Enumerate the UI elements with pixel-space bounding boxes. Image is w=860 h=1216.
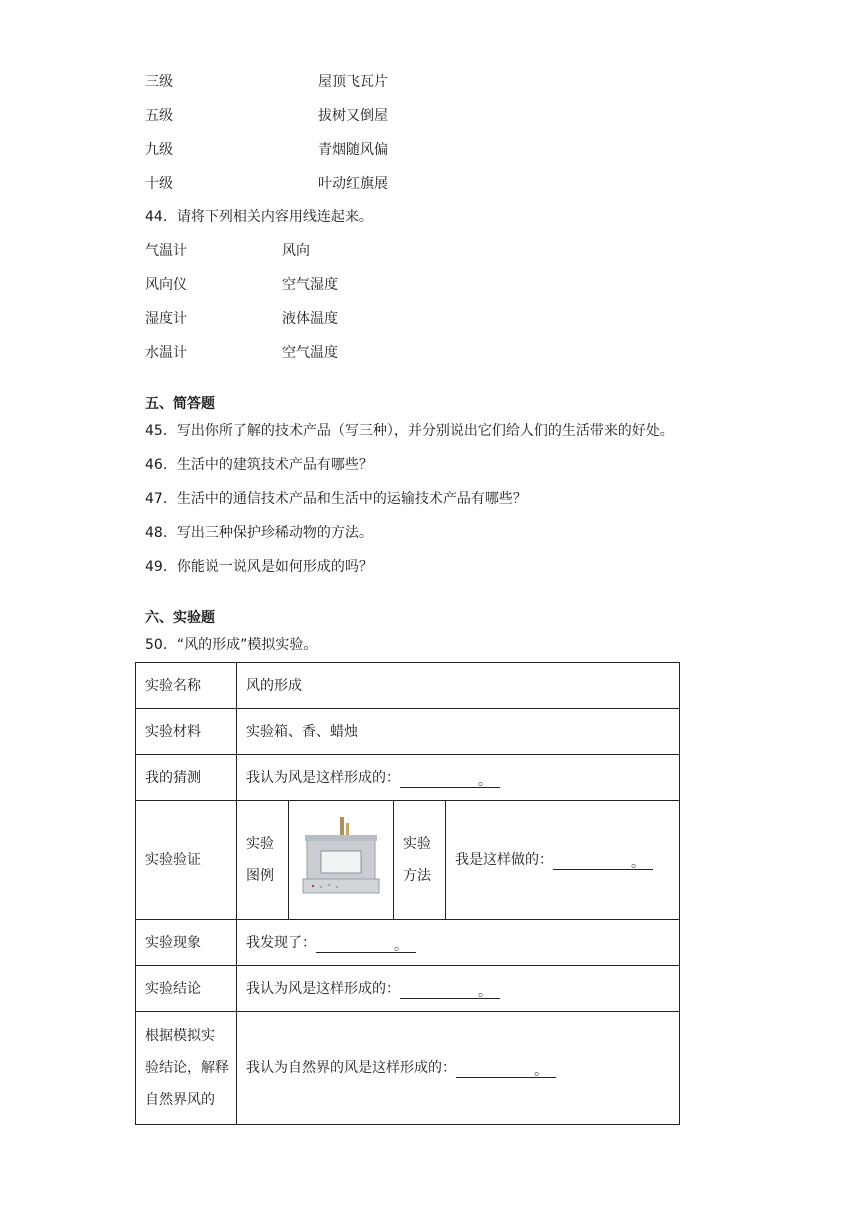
conclusion-label: 实验结论 (136, 966, 237, 1012)
explain-cell (237, 1012, 680, 1125)
guess-cell (237, 755, 680, 801)
table-row (136, 755, 680, 801)
name-value: 风的形成 (237, 663, 680, 709)
table-row (136, 709, 680, 755)
question-45: 45．写出你所了解的技术产品（写三种），并分别说出它们给人们的生活带来的好处。 (145, 423, 674, 439)
section-6-title: 六、实验题 (145, 610, 215, 626)
method-label-cell (394, 801, 446, 920)
question-48: 48．写出三种保护珍稀动物的方法。 (145, 525, 373, 541)
question-46: 46．生活中的建筑技术产品有哪些？ (145, 457, 373, 473)
explain-label-cell (136, 1012, 237, 1125)
figure-label-cell (237, 801, 289, 920)
question-47: 47．生活中的通信技术产品和生活中的运输技术产品有哪些？ (145, 491, 527, 507)
method-value: 我是这样做的： (455, 852, 553, 868)
material-label: 实验材料 (136, 709, 237, 755)
phenomenon-blank[interactable] (316, 936, 394, 953)
match-left-1: 三级 (145, 74, 173, 90)
experiment-box-image (289, 801, 393, 913)
q44-left-4: 水温计 (145, 345, 187, 361)
name-label: 实验名称 (136, 663, 237, 709)
phenomenon-period: 。 (394, 937, 408, 954)
table-row (136, 1012, 680, 1125)
table-row (136, 801, 680, 920)
guess-blank[interactable] (400, 771, 478, 788)
method-period: 。 (631, 855, 645, 871)
explain-label-line-3: 自然界风的 (145, 1092, 215, 1108)
method-label-line-1: 实验 (403, 836, 431, 852)
figure-label-line-2: 图例 (246, 868, 274, 884)
match-left-3: 九级 (145, 142, 173, 158)
material-value: 实验箱、香、蜡烛 (237, 709, 680, 755)
phenomenon-value: 我发现了： (246, 934, 316, 951)
guess-label: 我的猜测 (136, 755, 237, 801)
conclusion-cell (237, 966, 680, 1012)
phenomenon-cell (237, 920, 680, 966)
explain-label-line-1: 根据模拟实 (145, 1028, 215, 1044)
match-right-2: 拔树又倒屋 (318, 108, 388, 124)
method-cell (446, 801, 680, 920)
method-label-line-2: 方法 (403, 868, 431, 884)
explain-label-line-2: 验结论，解释 (145, 1060, 229, 1076)
section-5-title: 五、简答题 (145, 396, 215, 412)
q44-right-1: 风向 (282, 243, 310, 259)
figure-image-cell (289, 801, 394, 920)
q44-left-1: 气温计 (145, 243, 187, 259)
question-49: 49．你能说一说风是如何形成的吗？ (145, 559, 373, 575)
conclusion-value: 我认为风是这样形成的： (246, 980, 400, 997)
question-44: 44．请将下列相关内容用线连起来。 (145, 209, 373, 225)
table-row (136, 663, 680, 709)
match-right-1: 屋顶飞瓦片 (318, 74, 388, 90)
q44-right-4: 空气温度 (282, 345, 338, 361)
verify-label: 实验验证 (136, 801, 237, 920)
match-right-4: 叶动红旗展 (318, 176, 388, 192)
question-50: 50．“风的形成”模拟实验。 (145, 637, 318, 653)
method-blank[interactable] (553, 853, 631, 870)
figure-label-line-1: 实验 (246, 836, 274, 852)
guess-value: 我认为风是这样形成的： (246, 769, 400, 786)
match-left-2: 五级 (145, 108, 173, 124)
match-left-4: 十级 (145, 176, 173, 192)
table-row (136, 920, 680, 966)
conclusion-period: 。 (478, 983, 492, 1000)
explain-blank[interactable] (456, 1061, 534, 1078)
q44-left-2: 风向仪 (145, 277, 187, 293)
guess-period: 。 (478, 772, 492, 789)
match-right-3: 青烟随风偏 (318, 142, 388, 158)
phenomenon-label: 实验现象 (136, 920, 237, 966)
q44-right-2: 空气湿度 (282, 277, 338, 293)
explain-value: 我认为自然界的风是这样形成的： (246, 1060, 456, 1076)
experiment-table (135, 662, 680, 1125)
q44-right-3: 液体温度 (282, 311, 338, 327)
explain-period: 。 (534, 1063, 548, 1079)
q44-left-3: 湿度计 (145, 311, 187, 327)
table-row (136, 966, 680, 1012)
conclusion-blank[interactable] (400, 982, 478, 999)
